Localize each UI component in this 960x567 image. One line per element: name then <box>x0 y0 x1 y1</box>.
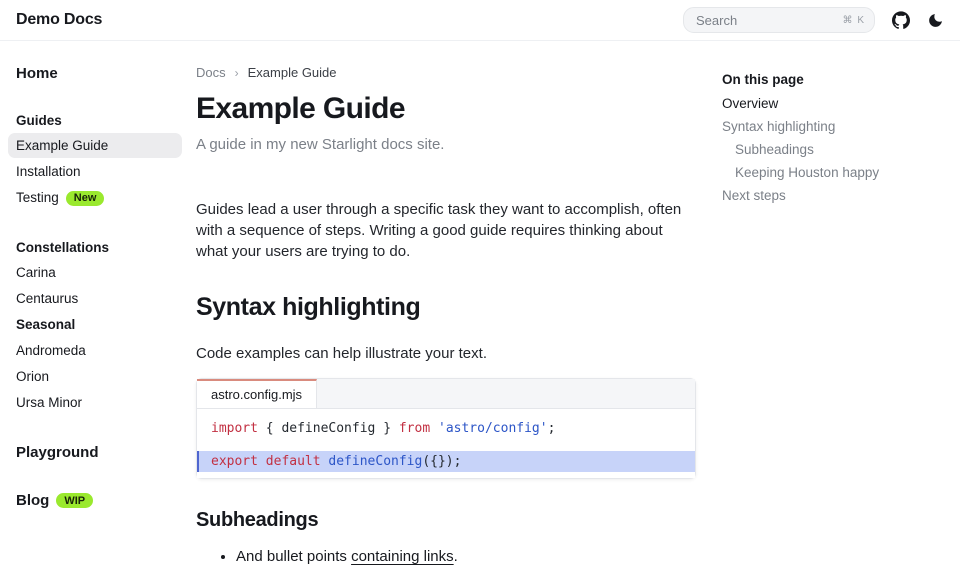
sidebar-item-orion[interactable]: Orion <box>16 368 50 384</box>
containing-links-link[interactable]: containing links <box>351 548 454 565</box>
sidebar-item-home[interactable]: Home <box>16 65 58 82</box>
heading-syntax-highlighting: Syntax highlighting <box>196 293 421 321</box>
heading-subheadings: Subheadings <box>196 509 319 531</box>
site-title[interactable]: Demo Docs <box>16 11 103 28</box>
toc-item-subheadings[interactable]: Subheadings <box>735 142 814 157</box>
sidebar-item-carina[interactable]: Carina <box>16 264 56 280</box>
code-token: from <box>398 421 431 436</box>
toc-item-keeping-houston-happy[interactable]: Keeping Houston happy <box>735 165 880 180</box>
code-token: ; <box>547 421 556 436</box>
intro-paragraph: Guides lead a user through a specific task they want to accomplish, often with a sequence of steps. Writing a good guide requires thinking about what your users are trying to do. <box>196 201 682 260</box>
bullet-list <box>196 546 696 567</box>
page-layout <box>0 41 960 565</box>
code-line-1 <box>197 419 695 439</box>
code-intro-paragraph: Code examples can help illustrate your text. <box>196 345 487 362</box>
code-token: export default <box>211 454 321 469</box>
code-token: 'astro/config' <box>438 421 548 436</box>
search-shortcut-kbd: ⌘ K <box>842 14 865 26</box>
search-placeholder: Search <box>696 12 738 28</box>
sidebar-item-label: Testing <box>16 190 59 205</box>
toc-title: On this page <box>722 72 804 87</box>
sidebar-nav <box>0 41 190 567</box>
toc-item-overview[interactable]: Overview <box>722 96 779 111</box>
toc-item-next-steps[interactable]: Next steps <box>722 188 786 203</box>
code-body <box>197 409 695 478</box>
code-line-3-highlighted <box>197 451 695 472</box>
top-bar <box>0 0 960 41</box>
sidebar-group-guides[interactable]: Guides <box>16 113 62 128</box>
sidebar-item-testing[interactable] <box>8 185 182 211</box>
sidebar-item-installation[interactable]: Installation <box>16 164 81 179</box>
on-this-page-panel <box>722 41 960 567</box>
code-token <box>430 421 438 436</box>
sidebar-item-seasonal[interactable]: Seasonal <box>16 316 76 332</box>
bullet-text: And bullet points <box>236 548 352 565</box>
sidebar-item-label: Blog <box>16 491 50 509</box>
search-input[interactable] <box>683 7 875 33</box>
list-item <box>236 546 696 567</box>
toc-item-syntax-highlighting[interactable]: Syntax highlighting <box>722 119 836 134</box>
sidebar-item-andromeda[interactable]: Andromeda <box>16 342 86 358</box>
github-icon[interactable] <box>892 11 910 29</box>
page-subtitle: A guide in my new Starlight docs site. <box>196 136 445 153</box>
chevron-right-icon: › <box>234 65 239 80</box>
sidebar-item-playground[interactable]: Playground <box>16 443 99 461</box>
code-token: defineConfig <box>328 454 423 469</box>
breadcrumb-docs-link[interactable]: Docs <box>196 65 226 80</box>
wip-badge: WIP <box>56 493 93 508</box>
code-tab-bar <box>197 379 695 409</box>
code-tab-astro-config[interactable]: astro.config.mjs <box>197 379 317 408</box>
page-title: Example Guide <box>196 92 405 125</box>
moon-icon[interactable] <box>927 12 944 29</box>
code-token: import <box>211 421 258 436</box>
code-token: ({}); <box>422 454 462 469</box>
sidebar-item-ursa-minor[interactable]: Ursa Minor <box>16 394 83 410</box>
breadcrumb-current: Example Guide <box>247 65 337 80</box>
bullet-text: . <box>453 548 458 565</box>
sidebar-group-constellations[interactable]: Constellations <box>16 239 110 255</box>
breadcrumb <box>196 65 696 80</box>
new-badge: New <box>66 191 105 206</box>
sidebar-item-example-guide[interactable]: Example Guide <box>8 133 182 158</box>
sidebar-item-blog[interactable] <box>16 490 174 511</box>
sidebar-item-centaurus[interactable]: Centaurus <box>16 290 79 306</box>
code-token: { defineConfig } <box>257 421 399 436</box>
header-actions <box>683 7 944 33</box>
code-line-2 <box>197 439 695 451</box>
code-block <box>196 378 696 479</box>
main-content <box>190 41 722 567</box>
